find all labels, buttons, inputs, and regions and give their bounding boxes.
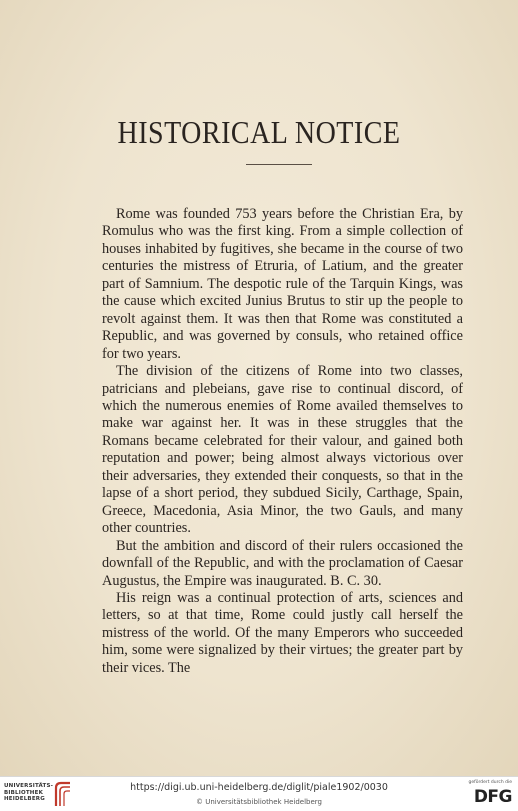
paragraph-4: His reign was a continual protection of arts, sciences and letters, so at that time, Rome could justly call herself the mistress of the world. Of the many Emperors who succeeded him, some were signalized by their virtues; the greater part by their vices. The (102, 589, 463, 676)
viewer-footer (0, 776, 518, 811)
library-name-line: HEIDELBERG (4, 796, 45, 802)
paragraph-3: But the ambition and discord of their rulers occasioned the downfall of the Republic, and with the proclamation of Caesar Augustus, the Empire was inaugurated. B. C. 30. (102, 537, 463, 589)
page-url-link[interactable]: https://digi.ub.uni-heidelberg.de/diglit/piale1902/0030 (130, 782, 388, 793)
paragraph-2: The division of the citizens of Rome into two classes, patricians and plebeians, gave rise to continual discord, of which the numerous enemies of Rome availed themselves to make war against her. It was in these struggles that the Romans became celebrated for their valour, and gained both reputation and power; being almost always victorious over their adversaries, they extended their conquests, so that in the lapse of a short period, they subdued Sicily, Carthage, Spain, Greece, Macedonia, Asia Minor, the two Gauls, and many other countries. (102, 363, 463, 537)
library-name-line: UNIVERSITÄTS- (4, 783, 54, 789)
funding-note: gefördert durch die (468, 780, 512, 785)
library-name-line: BIBLIOTHEK (4, 789, 44, 796)
page-title: HISTORICAL NOTICE (117, 115, 401, 152)
dfg-logo: DFG (473, 787, 512, 807)
copyright-text: © Universitätsbibliothek Heidelberg (195, 798, 322, 806)
title-divider (246, 164, 312, 165)
paragraph-1: Rome was founded 753 years before the Christian Era, by Romulus who was the first king. From a simple collection of houses inhabited by fugitives, she became in the course of two centuries the mistress of Etruria, of Latium, and the greater part of Samnium. The despotic rule of the Tarquin Kings, was the cause which excited Junius Brutus to stir up the people to revolt against them. It was then that Rome was constituted a Republic, and was governed by consuls, who retained office for two years. (102, 206, 463, 362)
body-text (102, 206, 463, 677)
